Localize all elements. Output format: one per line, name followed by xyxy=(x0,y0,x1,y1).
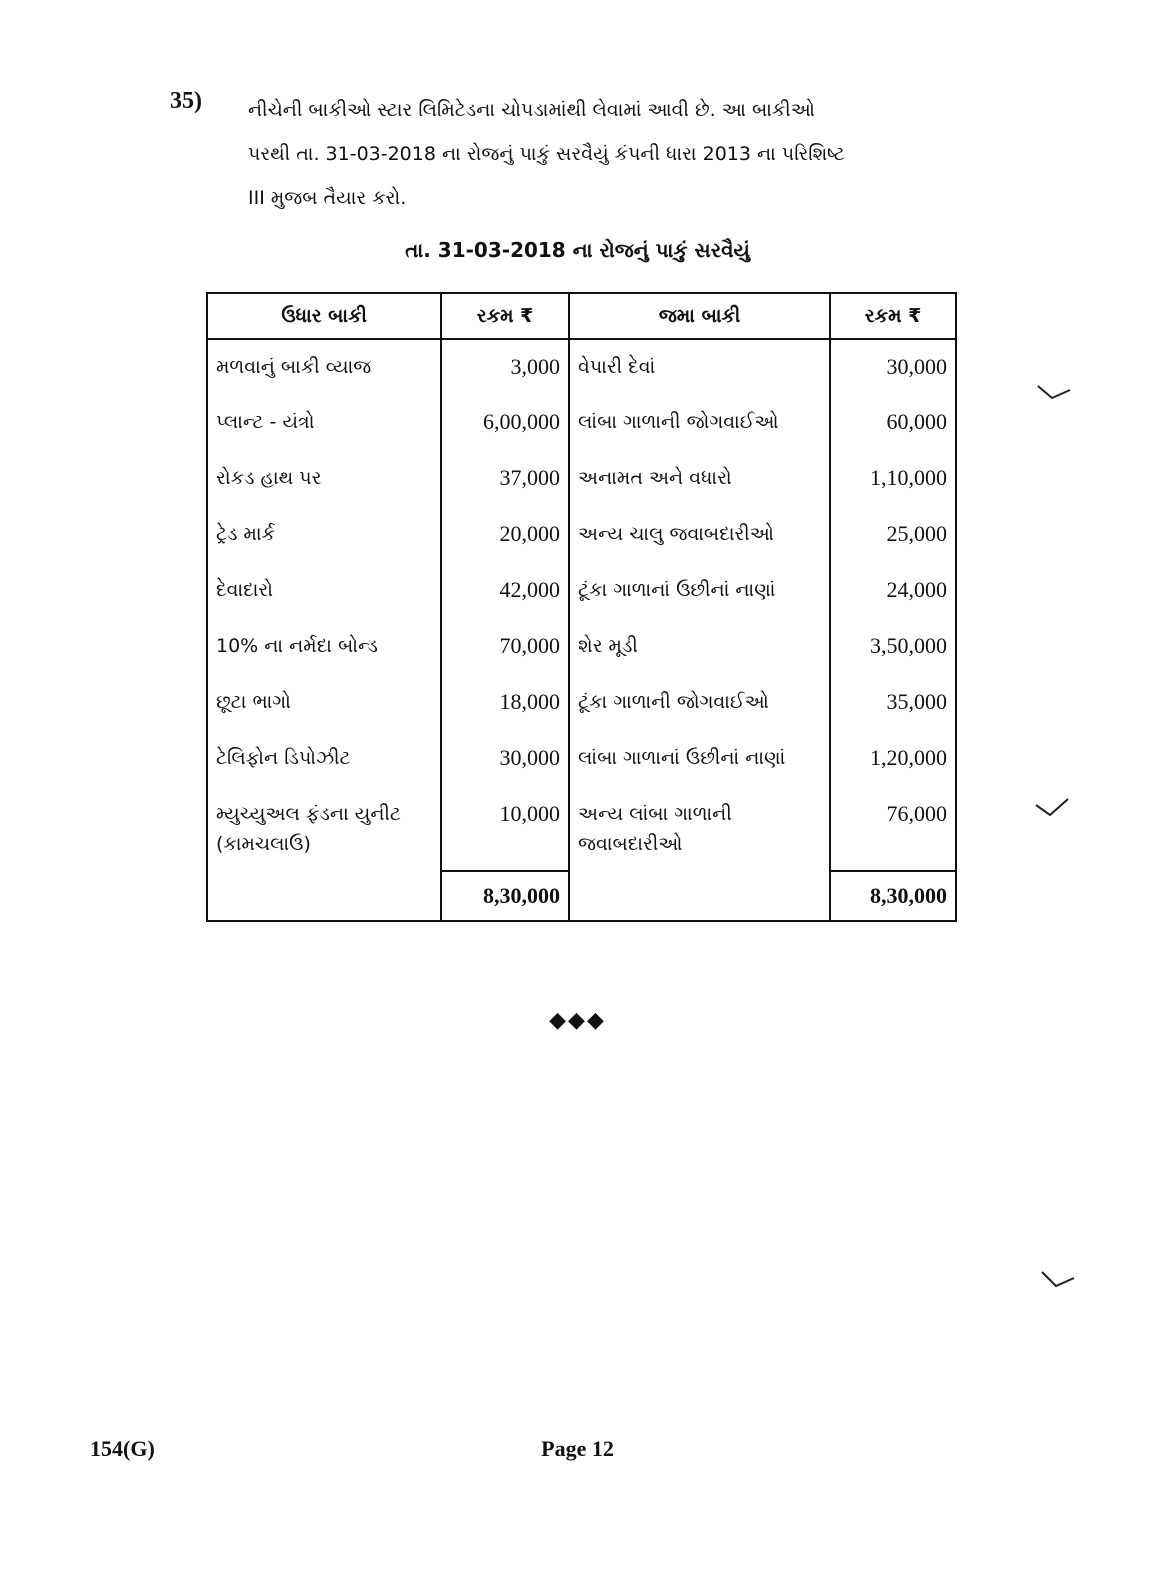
credit-item: વેપારી દેવાં xyxy=(569,339,830,395)
debit-item: મળવાનું બાકી વ્યાજ xyxy=(207,339,441,395)
question-text xyxy=(248,88,988,220)
tick-mark-icon xyxy=(1034,795,1070,819)
credit-item: અન્ય લાંબા ગાળાની જવાબદારીઓ xyxy=(569,787,830,871)
total-row xyxy=(207,871,956,921)
table-row xyxy=(207,619,956,675)
credit-amount: 3,50,000 xyxy=(830,619,956,675)
table-row xyxy=(207,451,956,507)
tick-mark-icon xyxy=(1040,1268,1076,1292)
total-credit-label-cell xyxy=(569,871,830,921)
debit-amount: 6,00,000 xyxy=(441,395,569,451)
end-marker: ◆◆◆ xyxy=(549,1008,606,1033)
table-row xyxy=(207,563,956,619)
credit-item: ટૂંકા ગાળાનાં ઉછીનાં નાણાં xyxy=(569,563,830,619)
table-row xyxy=(207,339,956,395)
table-row xyxy=(207,731,956,787)
debit-item: ટેલિફોન ડિપોઝીટ xyxy=(207,731,441,787)
paper-code: 154(G) xyxy=(90,1436,155,1461)
credit-item: અનામત અને વધારો xyxy=(569,451,830,507)
table-row xyxy=(207,395,956,451)
credit-amount: 24,000 xyxy=(830,563,956,619)
question-number: 35) xyxy=(170,88,202,114)
credit-item: શેર મૂડી xyxy=(569,619,830,675)
credit-amount: 30,000 xyxy=(830,339,956,395)
credit-amount: 1,10,000 xyxy=(830,451,956,507)
question-line: III મુજબ તૈયાર કરો. xyxy=(248,187,407,209)
debit-amount: 37,000 xyxy=(441,451,569,507)
debit-item: છૂટા ભાગો xyxy=(207,675,441,731)
credit-amount: 25,000 xyxy=(830,507,956,563)
debit-amount: 18,000 xyxy=(441,675,569,731)
header-credit-amount: રકમ ₹ xyxy=(830,293,956,339)
credit-item: લાંબા ગાળાની જોગવાઈઓ xyxy=(569,395,830,451)
header-debit: ઉધાર બાકી xyxy=(207,293,441,339)
page-number: Page 12 xyxy=(541,1436,614,1461)
header-credit: જમા બાકી xyxy=(569,293,830,339)
debit-amount: 10,000 xyxy=(441,787,569,871)
debit-amount: 30,000 xyxy=(441,731,569,787)
total-debit-label-cell xyxy=(207,871,441,921)
debit-item: ટ્રેડ માર્ક xyxy=(207,507,441,563)
table-row xyxy=(207,787,956,871)
credit-amount: 76,000 xyxy=(830,787,956,871)
table-title: તા. 31-03-2018 ના રોજનું પાકું સરવૈયું xyxy=(405,238,750,262)
debit-item: 10% ના નર્મદા બોન્ડ xyxy=(207,619,441,675)
debit-amount: 42,000 xyxy=(441,563,569,619)
credit-amount: 35,000 xyxy=(830,675,956,731)
question-line: નીચેની બાકીઓ સ્ટાર લિમિટેડના ચોપડામાંથી લેવામાં આવી છે. આ બાકીઓ xyxy=(248,99,815,121)
debit-amount: 20,000 xyxy=(441,507,569,563)
credit-item: અન્ય ચાલુ જવાબદારીઓ xyxy=(569,507,830,563)
balance-sheet-table xyxy=(206,292,957,922)
tick-mark-icon xyxy=(1036,380,1072,404)
header-debit-amount: રકમ ₹ xyxy=(441,293,569,339)
table-header-row xyxy=(207,293,956,339)
table-row xyxy=(207,675,956,731)
question-line: પરથી તા. 31-03-2018 ના રોજનું પાકું સરવૈયું કંપની ધારા 2013 ના પરિશિષ્ટ xyxy=(248,143,845,165)
total-debit-amount: 8,30,000 xyxy=(441,871,569,921)
debit-item: મ્યુચ્યુઅલ ફંડના યુનીટ (કામચલાઉ) xyxy=(207,787,441,871)
debit-item: રોકડ હાથ પર xyxy=(207,451,441,507)
credit-item: લાંબા ગાળાનાં ઉછીનાં નાણાં xyxy=(569,731,830,787)
credit-item: ટૂંકા ગાળાની જોગવાઈઓ xyxy=(569,675,830,731)
debit-item: પ્લાન્ટ - યંત્રો xyxy=(207,395,441,451)
debit-amount: 70,000 xyxy=(441,619,569,675)
credit-amount: 1,20,000 xyxy=(830,731,956,787)
credit-amount: 60,000 xyxy=(830,395,956,451)
debit-amount: 3,000 xyxy=(441,339,569,395)
debit-item: દેવાદારો xyxy=(207,563,441,619)
total-credit-amount: 8,30,000 xyxy=(830,871,956,921)
table-row xyxy=(207,507,956,563)
